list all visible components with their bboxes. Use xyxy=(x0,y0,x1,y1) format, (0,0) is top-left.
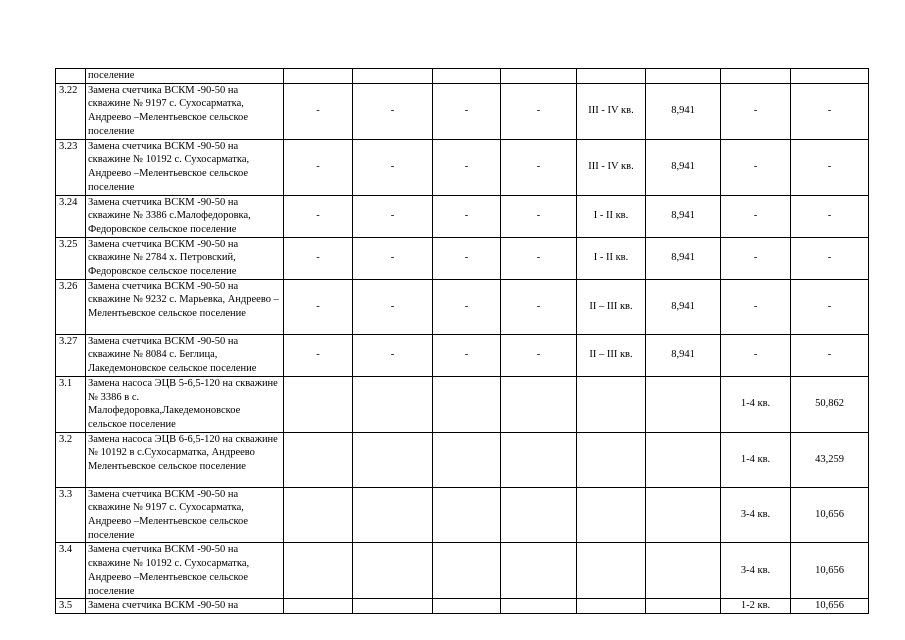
cell-period xyxy=(577,432,646,487)
cell-col1: - xyxy=(284,195,353,237)
cell-col2 xyxy=(353,543,433,599)
cell-period: I - II кв. xyxy=(577,237,646,279)
row-description: Замена счетчика ВСКМ -90-50 на скважине № 9232 с. Марьевка, Андреево –Мелентьевское сельское поселение xyxy=(86,279,284,334)
row-description: Замена счетчика ВСКМ -90-50 на скважине № 9197 с. Сухосарматка, Андреево –Мелентьевское сельское поселение xyxy=(86,83,284,139)
row-number: 3.2 xyxy=(56,432,86,487)
cell-col3 xyxy=(433,432,501,487)
table-row xyxy=(56,543,869,599)
row-description: Замена счетчика ВСКМ -90-50 на скважине № 2784 х. Петровский, Федоровское сельское поселение xyxy=(86,237,284,279)
cell-col4: - xyxy=(501,139,577,195)
table-row xyxy=(56,237,869,279)
row-number: 3.23 xyxy=(56,139,86,195)
row-description: Замена насоса ЭЦВ 5-6,5-120 на скважине № 3386 в с. Малофедоровка,Лакедемоновское сельское поселение xyxy=(86,376,284,432)
cell-col2 xyxy=(353,376,433,432)
row-number: 3.5 xyxy=(56,599,86,614)
row-number: 3.24 xyxy=(56,195,86,237)
cell-value: 8,941 xyxy=(646,83,721,139)
cell-col2 xyxy=(353,432,433,487)
data-table xyxy=(55,68,869,614)
row-description: Замена счетчика ВСКМ -90-50 на скважине № 3386 с.Малофедоровка, Федоровское сельское поселение xyxy=(86,195,284,237)
cell-period-2: - xyxy=(721,237,791,279)
cell-period-2: - xyxy=(721,139,791,195)
cell-col4: - xyxy=(501,195,577,237)
cell-col4: - xyxy=(501,334,577,376)
cell-value xyxy=(646,543,721,599)
row-description: поселение xyxy=(86,69,284,84)
row-description: Замена счетчика ВСКМ -90-50 на скважине № 8084 с. Беглица, Лакедемоновское сельское поселение xyxy=(86,334,284,376)
cell-col2: - xyxy=(353,279,433,334)
cell-value-2: - xyxy=(791,139,869,195)
cell-value-2 xyxy=(791,69,869,84)
cell-period-2: 3-4 кв. xyxy=(721,487,791,543)
table-row xyxy=(56,334,869,376)
cell-value: 8,941 xyxy=(646,237,721,279)
cell-col3: - xyxy=(433,279,501,334)
row-description: Замена счетчика ВСКМ -90-50 на xyxy=(86,599,284,614)
cell-col1 xyxy=(284,432,353,487)
cell-value: 8,941 xyxy=(646,139,721,195)
cell-period xyxy=(577,487,646,543)
cell-value-2: - xyxy=(791,83,869,139)
cell-col4 xyxy=(501,543,577,599)
cell-col4 xyxy=(501,599,577,614)
cell-value-2: - xyxy=(791,279,869,334)
cell-value xyxy=(646,432,721,487)
cell-col1 xyxy=(284,487,353,543)
cell-col4: - xyxy=(501,83,577,139)
cell-col1: - xyxy=(284,237,353,279)
row-number: 3.3 xyxy=(56,487,86,543)
cell-col1 xyxy=(284,543,353,599)
cell-value-2: 10,656 xyxy=(791,487,869,543)
row-number: 3.22 xyxy=(56,83,86,139)
cell-period-2: 1-4 кв. xyxy=(721,376,791,432)
cell-col2: - xyxy=(353,334,433,376)
cell-col2: - xyxy=(353,195,433,237)
cell-value xyxy=(646,376,721,432)
cell-col3: - xyxy=(433,195,501,237)
cell-col2 xyxy=(353,487,433,543)
cell-col1: - xyxy=(284,83,353,139)
cell-col3 xyxy=(433,487,501,543)
cell-period-2: 1-2 кв. xyxy=(721,599,791,614)
cell-period-2: - xyxy=(721,83,791,139)
cell-value-2: - xyxy=(791,237,869,279)
table-row xyxy=(56,139,869,195)
cell-col3 xyxy=(433,376,501,432)
cell-period xyxy=(577,69,646,84)
cell-value-2: 10,656 xyxy=(791,543,869,599)
row-number: 3.27 xyxy=(56,334,86,376)
cell-period: III - IV кв. xyxy=(577,139,646,195)
cell-col1: - xyxy=(284,139,353,195)
cell-col4 xyxy=(501,487,577,543)
cell-value xyxy=(646,69,721,84)
table-row xyxy=(56,279,869,334)
cell-col4 xyxy=(501,432,577,487)
cell-value-2: 50,862 xyxy=(791,376,869,432)
cell-period-2: - xyxy=(721,334,791,376)
row-number: 3.4 xyxy=(56,543,86,599)
cell-col2 xyxy=(353,69,433,84)
cell-period: I - II кв. xyxy=(577,195,646,237)
cell-period: II – III кв. xyxy=(577,279,646,334)
table-row xyxy=(56,487,869,543)
table-row xyxy=(56,195,869,237)
cell-col1: - xyxy=(284,279,353,334)
cell-period-2 xyxy=(721,69,791,84)
row-number: 3.26 xyxy=(56,279,86,334)
table-row xyxy=(56,83,869,139)
cell-value xyxy=(646,487,721,543)
cell-value: 8,941 xyxy=(646,334,721,376)
cell-period xyxy=(577,376,646,432)
cell-col2 xyxy=(353,599,433,614)
cell-value-2: - xyxy=(791,195,869,237)
row-description: Замена насоса ЭЦВ 6-6,5-120 на скважине № 10192 в с.Сухосарматка, Андреево Мелентьевское сельское поселение xyxy=(86,432,284,487)
cell-col3 xyxy=(433,543,501,599)
row-number: 3.1 xyxy=(56,376,86,432)
cell-col3: - xyxy=(433,139,501,195)
cell-col1 xyxy=(284,376,353,432)
cell-value xyxy=(646,599,721,614)
cell-col2: - xyxy=(353,237,433,279)
row-description: Замена счетчика ВСКМ -90-50 на скважине № 10192 с. Сухосарматка, Андреево –Мелентьевское сельское поселение xyxy=(86,543,284,599)
cell-value: 8,941 xyxy=(646,279,721,334)
cell-col1 xyxy=(284,599,353,614)
cell-period-2: - xyxy=(721,279,791,334)
cell-period xyxy=(577,599,646,614)
cell-value: 8,941 xyxy=(646,195,721,237)
cell-col3: - xyxy=(433,83,501,139)
table-body xyxy=(56,69,869,614)
row-description: Замена счетчика ВСКМ -90-50 на скважине № 9197 с. Сухосарматка, Андреево –Мелентьевское сельское поселение xyxy=(86,487,284,543)
cell-period-2: 3-4 кв. xyxy=(721,543,791,599)
row-number: 3.25 xyxy=(56,237,86,279)
cell-period xyxy=(577,543,646,599)
cell-period: III - IV кв. xyxy=(577,83,646,139)
table-row xyxy=(56,376,869,432)
cell-col1: - xyxy=(284,334,353,376)
cell-period: II – III кв. xyxy=(577,334,646,376)
cell-col3: - xyxy=(433,334,501,376)
row-number xyxy=(56,69,86,84)
cell-col1 xyxy=(284,69,353,84)
cell-col4: - xyxy=(501,279,577,334)
cell-col3: - xyxy=(433,237,501,279)
table-row xyxy=(56,432,869,487)
cell-period-2: 1-4 кв. xyxy=(721,432,791,487)
cell-col4 xyxy=(501,69,577,84)
cell-value-2: - xyxy=(791,334,869,376)
cell-col4 xyxy=(501,376,577,432)
cell-col3 xyxy=(433,69,501,84)
cell-value-2: 10,656 xyxy=(791,599,869,614)
cell-col2: - xyxy=(353,139,433,195)
cell-col4: - xyxy=(501,237,577,279)
table-row xyxy=(56,69,869,84)
cell-period-2: - xyxy=(721,195,791,237)
table-row xyxy=(56,599,869,614)
cell-value-2: 43,259 xyxy=(791,432,869,487)
row-description: Замена счетчика ВСКМ -90-50 на скважине № 10192 с. Сухосарматка, Андреево –Мелентьевское сельское поселение xyxy=(86,139,284,195)
cell-col2: - xyxy=(353,83,433,139)
cell-col3 xyxy=(433,599,501,614)
